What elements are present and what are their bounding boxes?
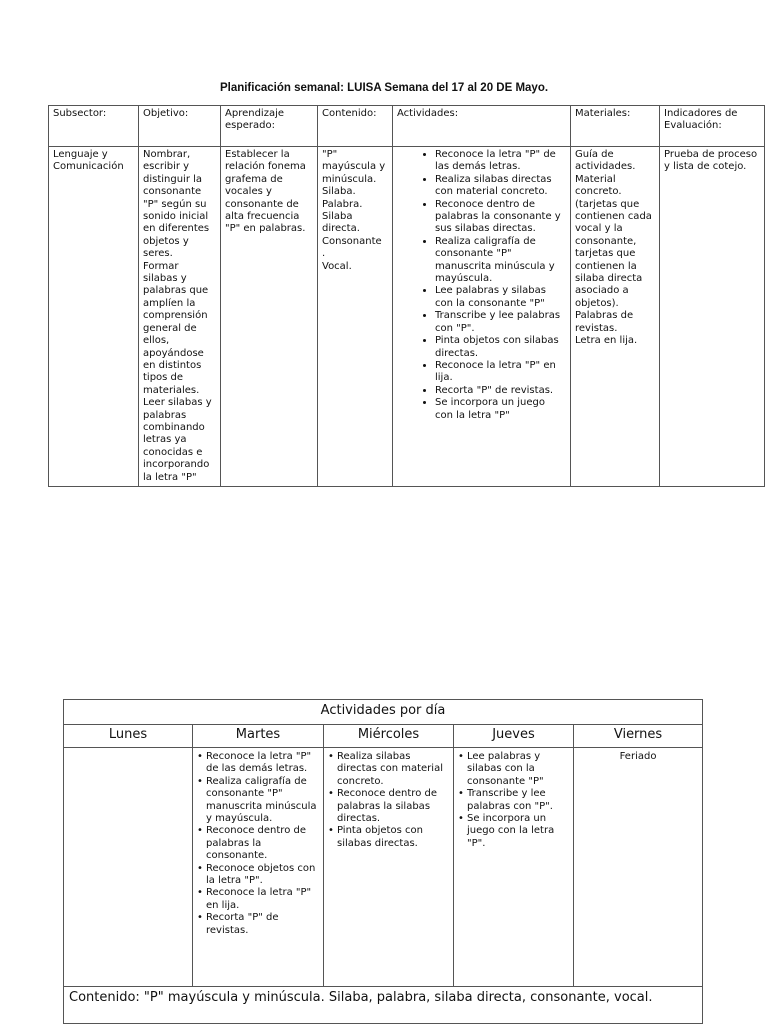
cell-contenido	[318, 147, 393, 487]
list-item: • Transcribe y lee palabras con "P".	[467, 788, 570, 813]
contenido-line: Consonante	[322, 235, 382, 247]
cell-lunes	[64, 748, 193, 987]
cell-indicadores: Prueba de proceso y lista de cotejo.	[660, 147, 765, 487]
cell-martes	[193, 748, 324, 987]
week-footer-row	[64, 987, 703, 1024]
cell-materiales	[571, 147, 660, 487]
contenido-line: "P" mayúscula y minúscula.	[322, 149, 386, 185]
list-item: • Se incorpora un juego con la letra "P".	[467, 813, 570, 850]
week-title-row	[64, 700, 703, 725]
objetivo-line: Nombrar, escribir y distinguir la consonante "P" según su sonido inicial en diferentes objetos y seres.	[143, 149, 210, 260]
list-item: • Realiza silabas directas con material concreto.	[337, 751, 450, 788]
header-objetivo: Objetivo:	[139, 106, 221, 147]
materiales-line: Guía de actividades.	[575, 149, 636, 173]
header-actividades: Actividades:	[393, 106, 571, 147]
list-item: • Se incorpora un juego con la letra "P"	[435, 397, 566, 422]
list-item: • Pinta objetos con silabas directas.	[337, 825, 450, 850]
cell-jueves	[454, 748, 574, 987]
header-contenido: Contenido:	[318, 106, 393, 147]
list-item: • Reconoce la letra "P" de las demás letras.	[206, 751, 320, 776]
planning-body-row	[49, 147, 765, 487]
objetivo-line: Formar silabas y palabras que amplíen la comprensión general de ellos, apoyándose en distintos tipos de materiales.	[143, 260, 209, 396]
contenido-line: Vocal.	[322, 260, 352, 272]
objetivo-line: Leer silabas y palabras combinando letras ya conocidas e incorporando la letra "P"	[143, 397, 212, 483]
week-table-title: Actividades por día	[64, 700, 703, 725]
cell-objetivo	[139, 147, 221, 487]
cell-viernes: Feriado	[574, 748, 703, 987]
header-aprendizaje: Aprendizaje esperado:	[221, 106, 318, 147]
list-item: • Realiza caligrafía de consonante "P" manuscrita minúscula y mayúscula.	[206, 776, 320, 826]
cell-subsector: Lenguaje y Comunicación	[49, 147, 139, 487]
planning-header-row	[49, 106, 765, 147]
list-item: • Reconoce la letra "P" en lija.	[435, 360, 566, 385]
contenido-line: Silaba.	[322, 186, 356, 198]
list-item: • Realiza caligrafía de consonante "P" manuscrita minúscula y mayúscula.	[435, 236, 566, 286]
week-days-row	[64, 725, 703, 748]
header-subsector: Subsector:	[49, 106, 139, 147]
page-title: Planificación semanal: LUISA Semana del 17 al 20 DE Mayo.	[219, 82, 549, 94]
list-item: • Reconoce la letra "P" de las demás letras.	[435, 149, 566, 174]
cell-aprendizaje: Establecer la relación fonema grafema de vocales y consonante de alta frecuencia "P" en palabras.	[221, 147, 318, 487]
cell-miercoles	[324, 748, 454, 987]
list-item: • Realiza silabas directas con material concreto.	[435, 174, 566, 199]
contenido-line: Palabra.	[322, 198, 363, 210]
miercoles-list	[327, 751, 450, 850]
list-item: • Reconoce dentro de palabras la consonante.	[206, 825, 320, 862]
header-materiales: Materiales:	[571, 106, 660, 147]
week-activities-table	[63, 699, 703, 1024]
materiales-line: Palabras de revistas.	[575, 310, 634, 334]
week-content-row	[64, 748, 703, 987]
contenido-line: .	[322, 248, 326, 260]
materiales-line: Letra en lija.	[575, 335, 638, 347]
list-item: • Reconoce dentro de palabras la consonante y sus silabas directas.	[435, 199, 566, 236]
list-item: • Lee palabras y silabas con la consonante "P"	[435, 285, 566, 310]
actividades-list	[397, 149, 566, 422]
martes-list	[196, 751, 320, 937]
header-indicadores: Indicadores de Evaluación:	[660, 106, 765, 147]
list-item: • Lee palabras y silabas con la consonante "P"	[467, 751, 570, 788]
list-item: • Pinta objetos con silabas directas.	[435, 335, 566, 360]
list-item: • Reconoce la letra "P" en lija.	[206, 887, 320, 912]
planning-table	[48, 105, 765, 487]
contenido-line: Silaba directa.	[322, 211, 360, 235]
day-header-miercoles: Miércoles	[324, 725, 454, 748]
day-header-lunes: Lunes	[64, 725, 193, 748]
materiales-line: Material concreto. (tarjetas que contienen cada vocal y la consonante, tarjetas que contienen la silaba directa asociado a objetos).	[575, 173, 652, 309]
day-header-jueves: Jueves	[454, 725, 574, 748]
contenido-summary: Contenido: "P" mayúscula y minúscula. Silaba, palabra, silaba directa, consonante, vocal.	[64, 987, 703, 1024]
list-item: • Reconoce dentro de palabras la silabas directas.	[337, 788, 450, 825]
list-item: • Transcribe y lee palabras con "P".	[435, 310, 566, 335]
list-item: • Recorta "P" de revistas.	[206, 912, 320, 937]
jueves-list	[457, 751, 570, 850]
day-header-martes: Martes	[193, 725, 324, 748]
list-item: • Recorta "P" de revistas.	[435, 385, 566, 397]
day-header-viernes: Viernes	[574, 725, 703, 748]
cell-actividades	[393, 147, 571, 487]
list-item: • Reconoce objetos con la letra "P".	[206, 863, 320, 888]
